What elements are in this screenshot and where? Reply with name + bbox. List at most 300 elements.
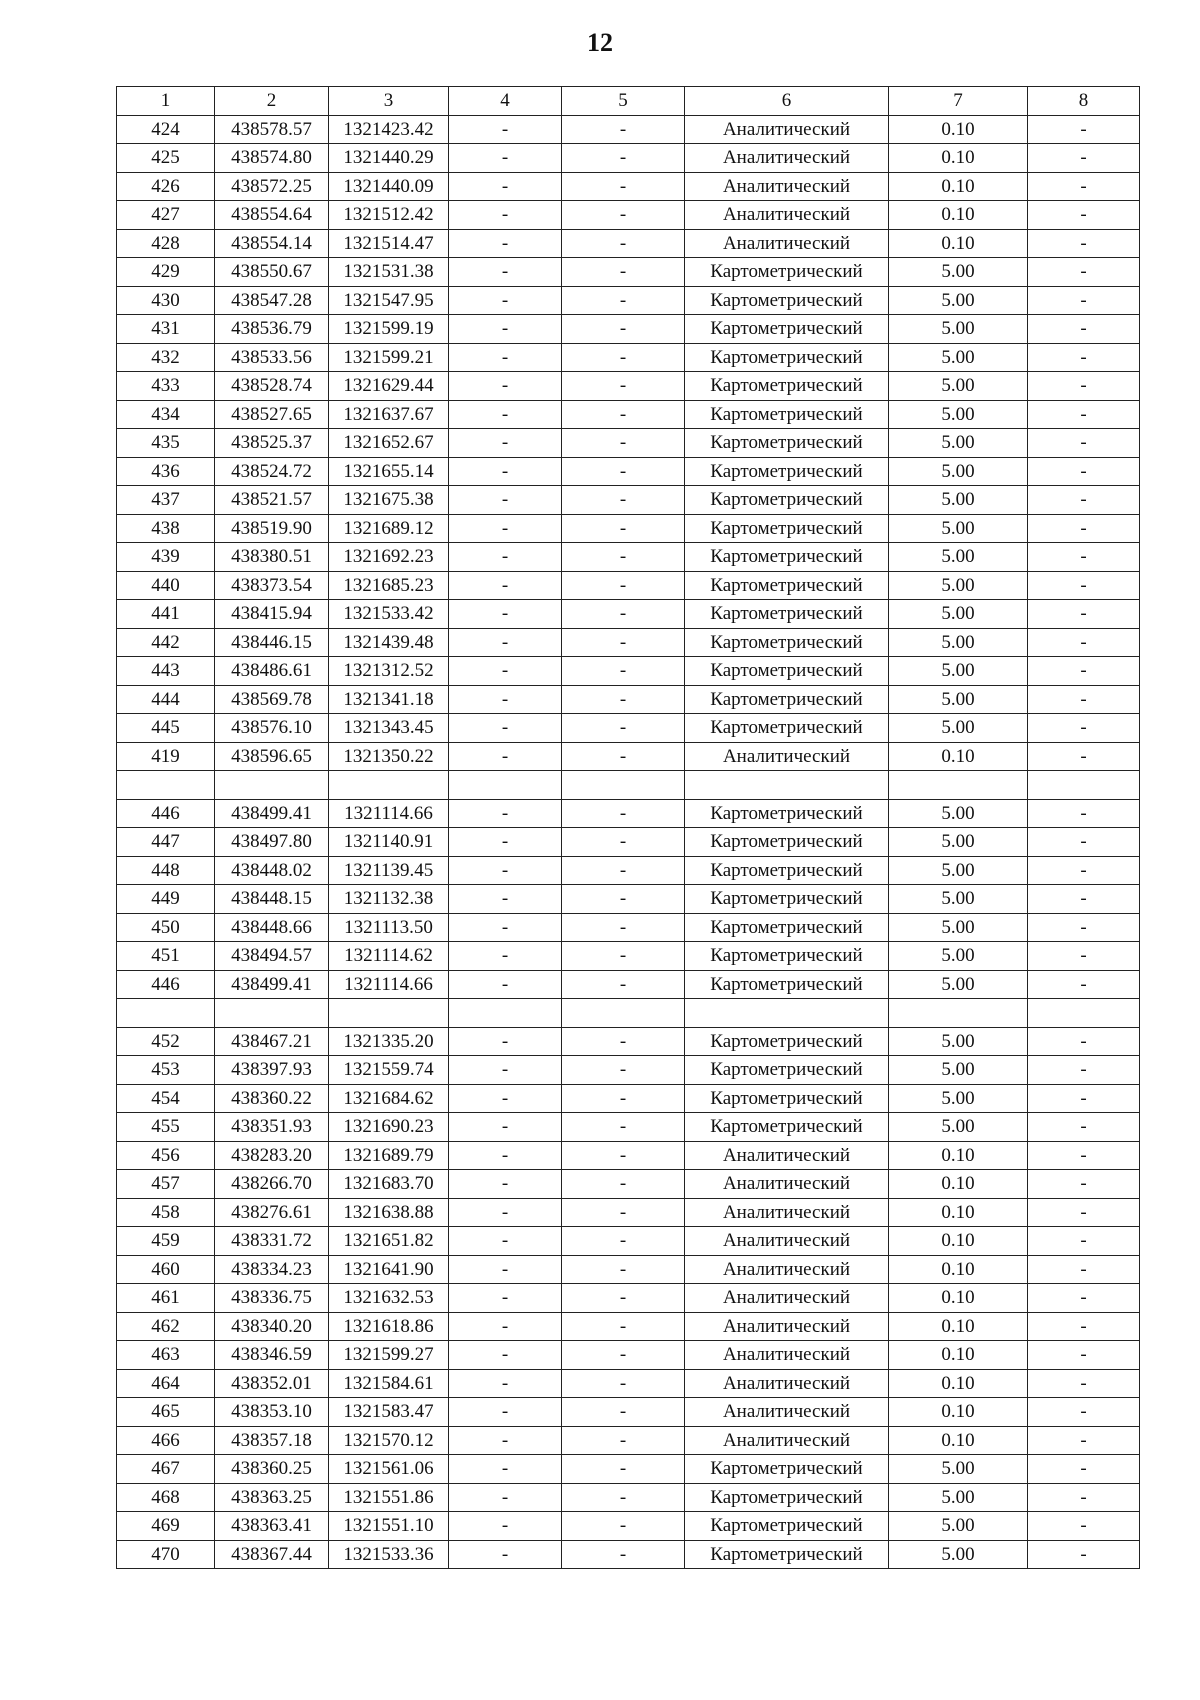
accuracy-cell: 5.00 xyxy=(889,1056,1028,1085)
col-8-cell: - xyxy=(1028,1170,1140,1199)
col-8-cell: - xyxy=(1028,685,1140,714)
col-8-cell: - xyxy=(1028,600,1140,629)
point-number-cell: 450 xyxy=(117,913,215,942)
col-5-cell: - xyxy=(562,1284,685,1313)
x-coordinate-cell xyxy=(215,771,329,800)
table-row xyxy=(117,1540,1140,1569)
accuracy-cell: 5.00 xyxy=(889,799,1028,828)
col-4-cell: - xyxy=(449,885,562,914)
col-4-cell: - xyxy=(449,1198,562,1227)
y-coordinate-cell: 1321599.27 xyxy=(329,1341,449,1370)
table-row xyxy=(117,885,1140,914)
table-row xyxy=(117,229,1140,258)
table-row xyxy=(117,1056,1140,1085)
col-4-cell: - xyxy=(449,685,562,714)
table-row xyxy=(117,400,1140,429)
accuracy-cell: 5.00 xyxy=(889,714,1028,743)
col-4-cell: - xyxy=(449,970,562,999)
x-coordinate-cell: 438525.37 xyxy=(215,429,329,458)
accuracy-cell xyxy=(889,771,1028,800)
col-8-cell: - xyxy=(1028,1113,1140,1142)
method-cell: Картометрический xyxy=(685,372,889,401)
col-8-cell: - xyxy=(1028,1455,1140,1484)
accuracy-cell: 5.00 xyxy=(889,913,1028,942)
accuracy-cell: 0.10 xyxy=(889,144,1028,173)
col-5-cell xyxy=(562,771,685,800)
col-8-cell: - xyxy=(1028,828,1140,857)
y-coordinate-cell: 1321675.38 xyxy=(329,486,449,515)
accuracy-cell: 5.00 xyxy=(889,970,1028,999)
method-cell: Картометрический xyxy=(685,885,889,914)
point-number-cell: 429 xyxy=(117,258,215,287)
col-5-cell: - xyxy=(562,1027,685,1056)
col-4-cell: - xyxy=(449,571,562,600)
table-row xyxy=(117,657,1140,686)
col-5-cell: - xyxy=(562,1227,685,1256)
method-cell: Картометрический xyxy=(685,970,889,999)
table-row xyxy=(117,486,1140,515)
x-coordinate-cell: 438266.70 xyxy=(215,1170,329,1199)
x-coordinate-cell: 438572.25 xyxy=(215,172,329,201)
method-cell: Аналитический xyxy=(685,1369,889,1398)
method-cell: Картометрический xyxy=(685,657,889,686)
accuracy-cell: 0.10 xyxy=(889,1369,1028,1398)
method-cell: Аналитический xyxy=(685,1255,889,1284)
col-5-cell: - xyxy=(562,343,685,372)
accuracy-cell: 5.00 xyxy=(889,1540,1028,1569)
accuracy-cell: 5.00 xyxy=(889,457,1028,486)
accuracy-cell: 0.10 xyxy=(889,1284,1028,1313)
table-header-row xyxy=(117,87,1140,116)
col-8-cell: - xyxy=(1028,628,1140,657)
x-coordinate-cell: 438353.10 xyxy=(215,1398,329,1427)
method-cell: Картометрический xyxy=(685,286,889,315)
y-coordinate-cell: 1321685.23 xyxy=(329,571,449,600)
x-coordinate-cell: 438446.15 xyxy=(215,628,329,657)
point-number-cell: 443 xyxy=(117,657,215,686)
col-8-cell: - xyxy=(1028,457,1140,486)
x-coordinate-cell: 438499.41 xyxy=(215,970,329,999)
col-4-cell: - xyxy=(449,856,562,885)
table-row xyxy=(117,999,1140,1028)
point-number-cell: 458 xyxy=(117,1198,215,1227)
accuracy-cell: 5.00 xyxy=(889,343,1028,372)
col-5-cell: - xyxy=(562,144,685,173)
table-row xyxy=(117,828,1140,857)
col-4-cell: - xyxy=(449,543,562,572)
point-number-cell: 434 xyxy=(117,400,215,429)
col-5-cell: - xyxy=(562,742,685,771)
table-row xyxy=(117,1198,1140,1227)
col-8-cell: - xyxy=(1028,115,1140,144)
col-5-cell: - xyxy=(562,514,685,543)
x-coordinate-cell: 438524.72 xyxy=(215,457,329,486)
accuracy-cell: 5.00 xyxy=(889,657,1028,686)
x-coordinate-cell: 438283.20 xyxy=(215,1141,329,1170)
accuracy-cell: 5.00 xyxy=(889,828,1028,857)
table-row xyxy=(117,600,1140,629)
point-number-cell: 446 xyxy=(117,970,215,999)
col-4-cell: - xyxy=(449,657,562,686)
x-coordinate-cell: 438397.93 xyxy=(215,1056,329,1085)
col-5-cell: - xyxy=(562,115,685,144)
x-coordinate-cell: 438360.22 xyxy=(215,1084,329,1113)
col-4-cell: - xyxy=(449,1483,562,1512)
y-coordinate-cell: 1321559.74 xyxy=(329,1056,449,1085)
header-cell-3: 3 xyxy=(329,87,449,116)
method-cell: Картометрический xyxy=(685,571,889,600)
point-number-cell: 441 xyxy=(117,600,215,629)
table-row xyxy=(117,942,1140,971)
col-5-cell: - xyxy=(562,1398,685,1427)
x-coordinate-cell: 438528.74 xyxy=(215,372,329,401)
col-4-cell: - xyxy=(449,1227,562,1256)
col-8-cell: - xyxy=(1028,543,1140,572)
method-cell: Картометрический xyxy=(685,856,889,885)
y-coordinate-cell: 1321335.20 xyxy=(329,1027,449,1056)
col-8-cell: - xyxy=(1028,1483,1140,1512)
col-5-cell: - xyxy=(562,429,685,458)
method-cell: Картометрический xyxy=(685,1455,889,1484)
table-row xyxy=(117,1426,1140,1455)
y-coordinate-cell: 1321641.90 xyxy=(329,1255,449,1284)
x-coordinate-cell: 438448.66 xyxy=(215,913,329,942)
col-4-cell: - xyxy=(449,1170,562,1199)
x-coordinate-cell: 438363.25 xyxy=(215,1483,329,1512)
accuracy-cell xyxy=(889,999,1028,1028)
col-4-cell: - xyxy=(449,1426,562,1455)
point-number-cell: 447 xyxy=(117,828,215,857)
point-number-cell: 467 xyxy=(117,1455,215,1484)
table-row xyxy=(117,571,1140,600)
point-number-cell: 440 xyxy=(117,571,215,600)
accuracy-cell: 0.10 xyxy=(889,229,1028,258)
table-row xyxy=(117,685,1140,714)
col-8-cell: - xyxy=(1028,144,1140,173)
col-4-cell: - xyxy=(449,1398,562,1427)
table-row xyxy=(117,1170,1140,1199)
col-4-cell: - xyxy=(449,429,562,458)
accuracy-cell: 0.10 xyxy=(889,1141,1028,1170)
table-row xyxy=(117,429,1140,458)
method-cell: Картометрический xyxy=(685,628,889,657)
table-row xyxy=(117,1284,1140,1313)
method-cell: Аналитический xyxy=(685,742,889,771)
y-coordinate-cell: 1321684.62 xyxy=(329,1084,449,1113)
y-coordinate-cell: 1321570.12 xyxy=(329,1426,449,1455)
col-8-cell: - xyxy=(1028,913,1140,942)
point-number-cell: 454 xyxy=(117,1084,215,1113)
col-5-cell: - xyxy=(562,1141,685,1170)
point-number-cell: 426 xyxy=(117,172,215,201)
col-8-cell: - xyxy=(1028,514,1140,543)
point-number-cell: 462 xyxy=(117,1312,215,1341)
accuracy-cell: 5.00 xyxy=(889,486,1028,515)
y-coordinate-cell: 1321599.21 xyxy=(329,343,449,372)
col-5-cell: - xyxy=(562,1369,685,1398)
x-coordinate-cell xyxy=(215,999,329,1028)
col-4-cell: - xyxy=(449,514,562,543)
accuracy-cell: 5.00 xyxy=(889,1483,1028,1512)
header-cell-8: 8 xyxy=(1028,87,1140,116)
point-number-cell: 430 xyxy=(117,286,215,315)
x-coordinate-cell: 438497.80 xyxy=(215,828,329,857)
point-number-cell: 451 xyxy=(117,942,215,971)
table-body xyxy=(117,115,1140,1569)
col-4-cell: - xyxy=(449,343,562,372)
col-5-cell: - xyxy=(562,1512,685,1541)
point-number-cell: 444 xyxy=(117,685,215,714)
col-8-cell: - xyxy=(1028,1284,1140,1313)
x-coordinate-cell: 438547.28 xyxy=(215,286,329,315)
table-row xyxy=(117,970,1140,999)
col-8-cell: - xyxy=(1028,429,1140,458)
y-coordinate-cell: 1321423.42 xyxy=(329,115,449,144)
method-cell xyxy=(685,771,889,800)
col-4-cell: - xyxy=(449,258,562,287)
col-8-cell: - xyxy=(1028,942,1140,971)
x-coordinate-cell: 438576.10 xyxy=(215,714,329,743)
table-row xyxy=(117,1227,1140,1256)
col-5-cell: - xyxy=(562,685,685,714)
x-coordinate-cell: 438360.25 xyxy=(215,1455,329,1484)
col-4-cell: - xyxy=(449,172,562,201)
col-5-cell: - xyxy=(562,201,685,230)
table-row xyxy=(117,1113,1140,1142)
x-coordinate-cell: 438574.80 xyxy=(215,144,329,173)
col-5-cell: - xyxy=(562,714,685,743)
table-row xyxy=(117,343,1140,372)
y-coordinate-cell: 1321632.53 xyxy=(329,1284,449,1313)
point-number-cell: 459 xyxy=(117,1227,215,1256)
table-row xyxy=(117,514,1140,543)
y-coordinate-cell: 1321692.23 xyxy=(329,543,449,572)
method-cell: Картометрический xyxy=(685,942,889,971)
y-coordinate-cell: 1321531.38 xyxy=(329,258,449,287)
col-8-cell: - xyxy=(1028,1227,1140,1256)
x-coordinate-cell: 438569.78 xyxy=(215,685,329,714)
table-row xyxy=(117,913,1140,942)
col-8-cell xyxy=(1028,771,1140,800)
accuracy-cell: 0.10 xyxy=(889,1170,1028,1199)
col-4-cell: - xyxy=(449,201,562,230)
method-cell: Картометрический xyxy=(685,429,889,458)
accuracy-cell: 0.10 xyxy=(889,172,1028,201)
col-8-cell: - xyxy=(1028,657,1140,686)
table-row xyxy=(117,799,1140,828)
method-cell: Картометрический xyxy=(685,600,889,629)
col-5-cell xyxy=(562,999,685,1028)
col-8-cell: - xyxy=(1028,1255,1140,1284)
point-number-cell: 469 xyxy=(117,1512,215,1541)
y-coordinate-cell: 1321551.10 xyxy=(329,1512,449,1541)
y-coordinate-cell: 1321584.61 xyxy=(329,1369,449,1398)
accuracy-cell: 5.00 xyxy=(889,1455,1028,1484)
point-number-cell: 428 xyxy=(117,229,215,258)
col-4-cell: - xyxy=(449,714,562,743)
x-coordinate-cell: 438578.57 xyxy=(215,115,329,144)
col-4-cell: - xyxy=(449,913,562,942)
col-4-cell: - xyxy=(449,286,562,315)
point-number-cell: 438 xyxy=(117,514,215,543)
col-4-cell: - xyxy=(449,144,562,173)
col-5-cell: - xyxy=(562,1084,685,1113)
col-8-cell: - xyxy=(1028,286,1140,315)
col-5-cell: - xyxy=(562,172,685,201)
col-4-cell: - xyxy=(449,1056,562,1085)
col-5-cell: - xyxy=(562,229,685,258)
point-number-cell: 449 xyxy=(117,885,215,914)
x-coordinate-cell: 438276.61 xyxy=(215,1198,329,1227)
y-coordinate-cell: 1321350.22 xyxy=(329,742,449,771)
col-4-cell: - xyxy=(449,1540,562,1569)
method-cell: Картометрический xyxy=(685,913,889,942)
header-cell-2: 2 xyxy=(215,87,329,116)
table-row xyxy=(117,1027,1140,1056)
accuracy-cell: 5.00 xyxy=(889,258,1028,287)
point-number-cell: 456 xyxy=(117,1141,215,1170)
table-row xyxy=(117,286,1140,315)
x-coordinate-cell: 438367.44 xyxy=(215,1540,329,1569)
x-coordinate-cell: 438334.23 xyxy=(215,1255,329,1284)
method-cell: Аналитический xyxy=(685,1284,889,1313)
method-cell: Аналитический xyxy=(685,144,889,173)
y-coordinate-cell xyxy=(329,999,449,1028)
table-row xyxy=(117,1455,1140,1484)
header-cell-6: 6 xyxy=(685,87,889,116)
col-4-cell: - xyxy=(449,400,562,429)
x-coordinate-cell: 438521.57 xyxy=(215,486,329,515)
point-number-cell xyxy=(117,999,215,1028)
col-4-cell: - xyxy=(449,600,562,629)
accuracy-cell: 5.00 xyxy=(889,1512,1028,1541)
point-number-cell: 465 xyxy=(117,1398,215,1427)
point-number-cell: 461 xyxy=(117,1284,215,1313)
table-row xyxy=(117,1369,1140,1398)
y-coordinate-cell: 1321618.86 xyxy=(329,1312,449,1341)
point-number-cell: 419 xyxy=(117,742,215,771)
accuracy-cell: 0.10 xyxy=(889,1341,1028,1370)
col-5-cell: - xyxy=(562,799,685,828)
col-8-cell: - xyxy=(1028,799,1140,828)
x-coordinate-cell: 438554.64 xyxy=(215,201,329,230)
y-coordinate-cell: 1321561.06 xyxy=(329,1455,449,1484)
y-coordinate-cell: 1321139.45 xyxy=(329,856,449,885)
point-number-cell: 442 xyxy=(117,628,215,657)
accuracy-cell: 5.00 xyxy=(889,1027,1028,1056)
accuracy-cell: 5.00 xyxy=(889,400,1028,429)
method-cell: Картометрический xyxy=(685,1084,889,1113)
y-coordinate-cell: 1321690.23 xyxy=(329,1113,449,1142)
accuracy-cell: 5.00 xyxy=(889,372,1028,401)
table-row xyxy=(117,144,1140,173)
x-coordinate-cell: 438340.20 xyxy=(215,1312,329,1341)
col-8-cell: - xyxy=(1028,372,1140,401)
method-cell xyxy=(685,999,889,1028)
col-8-cell: - xyxy=(1028,1398,1140,1427)
point-number-cell: 436 xyxy=(117,457,215,486)
point-number-cell: 460 xyxy=(117,1255,215,1284)
col-4-cell: - xyxy=(449,1141,562,1170)
accuracy-cell: 5.00 xyxy=(889,514,1028,543)
method-cell: Аналитический xyxy=(685,1312,889,1341)
col-8-cell: - xyxy=(1028,315,1140,344)
table-row xyxy=(117,1512,1140,1541)
point-number-cell: 464 xyxy=(117,1369,215,1398)
method-cell: Картометрический xyxy=(685,1540,889,1569)
accuracy-cell: 0.10 xyxy=(889,1198,1028,1227)
col-5-cell: - xyxy=(562,1426,685,1455)
col-8-cell: - xyxy=(1028,1056,1140,1085)
y-coordinate-cell: 1321689.79 xyxy=(329,1141,449,1170)
accuracy-cell: 0.10 xyxy=(889,1255,1028,1284)
method-cell: Аналитический xyxy=(685,172,889,201)
col-5-cell: - xyxy=(562,828,685,857)
point-number-cell: 437 xyxy=(117,486,215,515)
col-8-cell xyxy=(1028,999,1140,1028)
col-4-cell: - xyxy=(449,315,562,344)
col-5-cell: - xyxy=(562,942,685,971)
col-4-cell: - xyxy=(449,115,562,144)
col-4-cell: - xyxy=(449,372,562,401)
col-5-cell: - xyxy=(562,372,685,401)
col-5-cell: - xyxy=(562,1198,685,1227)
method-cell: Картометрический xyxy=(685,799,889,828)
y-coordinate-cell: 1321638.88 xyxy=(329,1198,449,1227)
accuracy-cell: 5.00 xyxy=(889,571,1028,600)
col-8-cell: - xyxy=(1028,856,1140,885)
col-8-cell: - xyxy=(1028,714,1140,743)
col-4-cell: - xyxy=(449,1255,562,1284)
col-5-cell: - xyxy=(562,571,685,600)
table-row xyxy=(117,201,1140,230)
y-coordinate-cell: 1321114.62 xyxy=(329,942,449,971)
method-cell: Аналитический xyxy=(685,1198,889,1227)
table-row xyxy=(117,258,1140,287)
x-coordinate-cell: 438363.41 xyxy=(215,1512,329,1541)
point-number-cell: 457 xyxy=(117,1170,215,1199)
table-row xyxy=(117,372,1140,401)
y-coordinate-cell xyxy=(329,771,449,800)
y-coordinate-cell: 1321312.52 xyxy=(329,657,449,686)
y-coordinate-cell: 1321140.91 xyxy=(329,828,449,857)
table-row xyxy=(117,115,1140,144)
col-5-cell: - xyxy=(562,885,685,914)
accuracy-cell: 5.00 xyxy=(889,685,1028,714)
method-cell: Картометрический xyxy=(685,1027,889,1056)
y-coordinate-cell: 1321599.19 xyxy=(329,315,449,344)
col-4-cell: - xyxy=(449,942,562,971)
y-coordinate-cell: 1321689.12 xyxy=(329,514,449,543)
col-4-cell: - xyxy=(449,628,562,657)
col-5-cell: - xyxy=(562,258,685,287)
col-4-cell: - xyxy=(449,457,562,486)
table-row xyxy=(117,628,1140,657)
point-number-cell: 435 xyxy=(117,429,215,458)
point-number-cell: 439 xyxy=(117,543,215,572)
table-row xyxy=(117,714,1140,743)
y-coordinate-cell: 1321132.38 xyxy=(329,885,449,914)
col-4-cell: - xyxy=(449,229,562,258)
col-8-cell: - xyxy=(1028,1341,1140,1370)
col-4-cell: - xyxy=(449,799,562,828)
y-coordinate-cell: 1321514.47 xyxy=(329,229,449,258)
col-8-cell: - xyxy=(1028,258,1140,287)
col-5-cell: - xyxy=(562,286,685,315)
accuracy-cell: 0.10 xyxy=(889,742,1028,771)
y-coordinate-cell: 1321343.45 xyxy=(329,714,449,743)
col-4-cell xyxy=(449,771,562,800)
